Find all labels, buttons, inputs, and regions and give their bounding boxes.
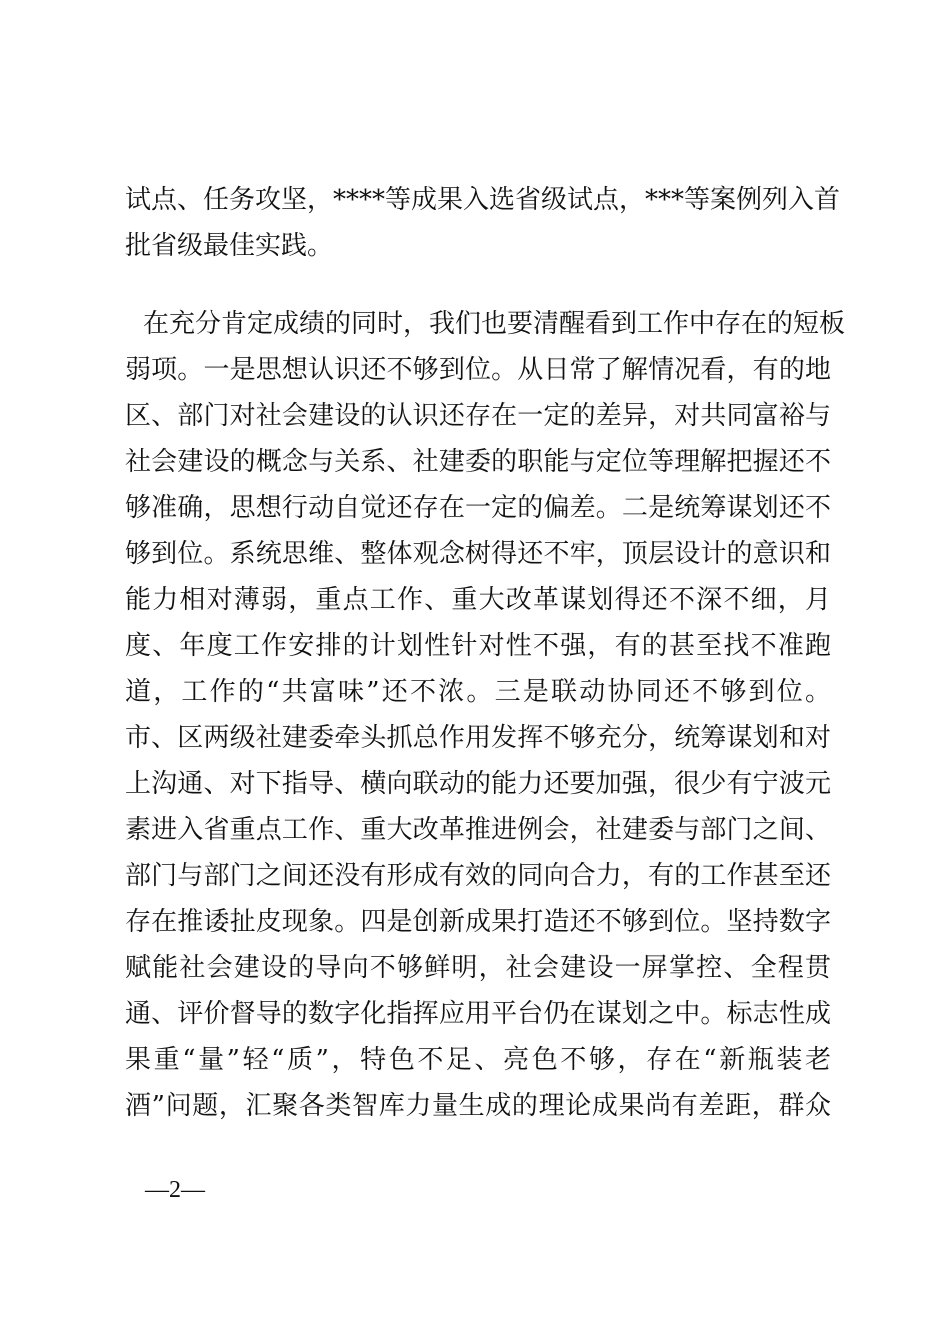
text-line: 试点、任务攻坚，****等成果入选省级试点，***等案例列入首 — [125, 185, 841, 215]
text-line: 能力相对薄弱，重点工作、重大改革谋划得还不深不细，月 — [125, 585, 831, 615]
text-line: 社会建设的概念与关系、社建委的职能与定位等理解把握还不 — [125, 447, 831, 477]
text-line: 弱项。一是思想认识还不够到位。从日常了解情况看，有的地 — [125, 355, 831, 385]
text-line: 批省级最佳实践。 — [125, 231, 334, 261]
text-line: 在充分肯定成绩的同时，我们也要清醒看到工作中存在的短板 — [143, 309, 846, 339]
text-line: 酒”问题，汇聚各类智库力量生成的理论成果尚有差距，群众 — [125, 1091, 831, 1121]
text-line: 够到位。系统思维、整体观念树得还不牢，顶层设计的意识和 — [125, 539, 831, 569]
text-line: 区、部门对社会建设的认识还存在一定的差异，对共同富裕与 — [125, 401, 831, 431]
text-line: 果重“量”轻“质”，特色不足、亮色不够，存在“新瓶装老 — [125, 1045, 831, 1075]
text-line: 道，工作的“共富味”还不浓。三是联动协同还不够到位。 — [125, 677, 831, 707]
text-line: 够准确，思想行动自觉还存在一定的偏差。二是统筹谋划还不 — [125, 493, 831, 523]
text-line: 部门与部门之间还没有形成有效的同向合力，有的工作甚至还 — [125, 861, 831, 891]
text-line: 上沟通、对下指导、横向联动的能力还要加强，很少有宁波元 — [125, 769, 831, 799]
text-line: 存在推诿扯皮现象。四是创新成果打造还不够到位。坚持数字 — [125, 907, 831, 937]
text-line: 素进入省重点工作、重大改革推进例会，社建委与部门之间、 — [125, 815, 831, 845]
page-number: —2— — [145, 1177, 205, 1203]
text-line: 赋能社会建设的导向不够鲜明，社会建设一屏掌控、全程贯 — [125, 953, 831, 983]
text-line: 市、区两级社建委牵头抓总作用发挥不够充分，统筹谋划和对 — [125, 723, 831, 753]
text-line: 通、评价督导的数字化指挥应用平台仍在谋划之中。标志性成 — [125, 999, 831, 1029]
text-line: 度、年度工作安排的计划性针对性不强，有的甚至找不准跑 — [125, 631, 831, 661]
